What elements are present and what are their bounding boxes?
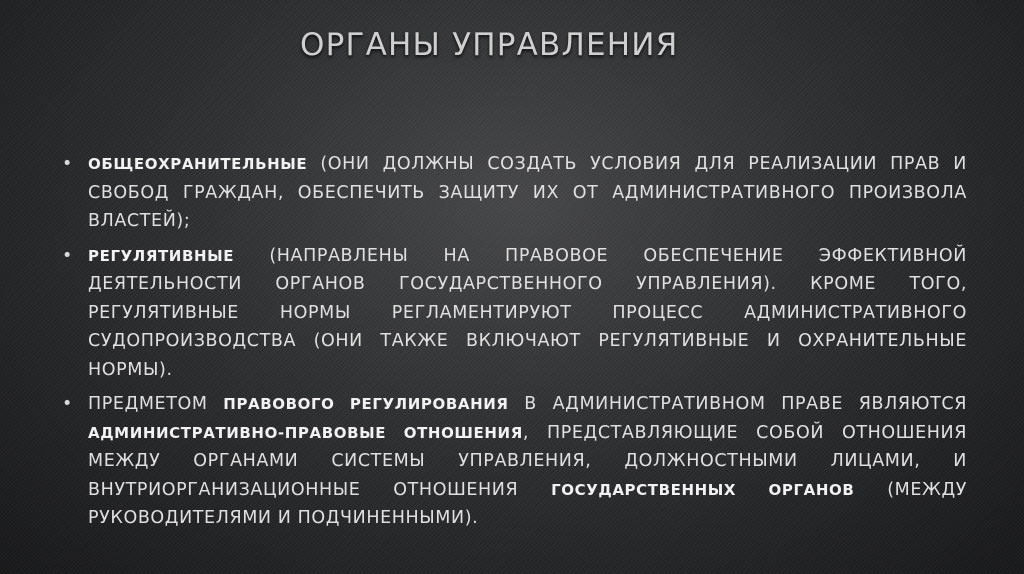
item-text: (НАПРАВЛЕНЫ НА ПРАВОВОЕ ОБЕСПЕЧЕНИЕ ЭФФЕКТИВНОЙ ДЕЯТЕЛЬНОСТИ ОРГАНОВ ГОСУДАРСТВЕННОГО УПРАВЛЕНИЯ). КРОМЕ ТОГО, РЕГУЛЯТИВНЫЕ НОРМЫ РЕГЛАМЕНТИРУЮТ ПРОЦЕСС АДМИНИСТРАТИВНОГО СУДОПРОИЗВОДСТВА (ОНИ ТАКЖЕ ВКЛЮЧАЮТ РЕГУЛЯТИВНЫЕ И ОХРАНИТЕЛЬНЫЕ НОРМЫ). <box>88 245 967 380</box>
item-text: (МЕЖДУ РУКОВОДИТЕЛЯМИ И ПОДЧИНЕННЫМИ). <box>88 479 968 528</box>
list-item <box>62 242 967 385</box>
item-text: ПРЕДМЕТОМ <box>88 394 224 414</box>
bullet-list <box>62 150 967 539</box>
item-text: , ПРЕДСТАВЛЯЮЩИЕ СОБОЙ ОТНОШЕНИЯ МЕЖДУ ОРГАНАМИ СИСТЕМЫ УПРАВЛЕНИЯ, ДОЛЖНОСТНЫМИ ЛИЦАМИ, И ВНУТРИОРГАНИЗАЦИОННЫЕ ОТНОШЕНИЯ <box>88 422 967 500</box>
term-bold: ОБЩЕОХРАНИТЕЛЬНЫЕ <box>88 155 308 173</box>
term-bold: АДМИНИСТРАТИВНО-ПРАВОВЫЕ ОТНОШЕНИЯ <box>88 423 523 442</box>
item-text: В АДМИНИСТРАТИВНОМ ПРАВЕ ЯВЛЯЮТСЯ <box>508 394 967 414</box>
list-item <box>62 150 967 236</box>
item-text: (ОНИ ДОЛЖНЫ СОЗДАТЬ УСЛОВИЯ ДЛЯ РЕАЛИЗАЦИИ ПРАВ И СВОБОД ГРАЖДАН, ОБЕСПЕЧИТЬ ЗАЩИТУ ИХ ОТ АДМИНИСТРАТИВНОГО ПРОИЗВОЛА ВЛАСТЕЙ); <box>88 154 967 231</box>
bullet-icon: • <box>62 154 73 174</box>
term-bold: ГОСУДАРСТВЕННЫХ ОРГАНОВ <box>551 480 855 499</box>
bullet-icon: • <box>62 245 73 266</box>
bullet-icon: • <box>62 394 73 414</box>
list-item <box>62 390 967 533</box>
term-bold: ПРАВОВОГО РЕГУЛИРОВАНИЯ <box>223 395 509 413</box>
term-bold: РЕГУЛЯТИВНЫЕ <box>88 246 235 265</box>
slide-title: ОРГАНЫ УПРАВЛЕНИЯ <box>300 27 679 63</box>
